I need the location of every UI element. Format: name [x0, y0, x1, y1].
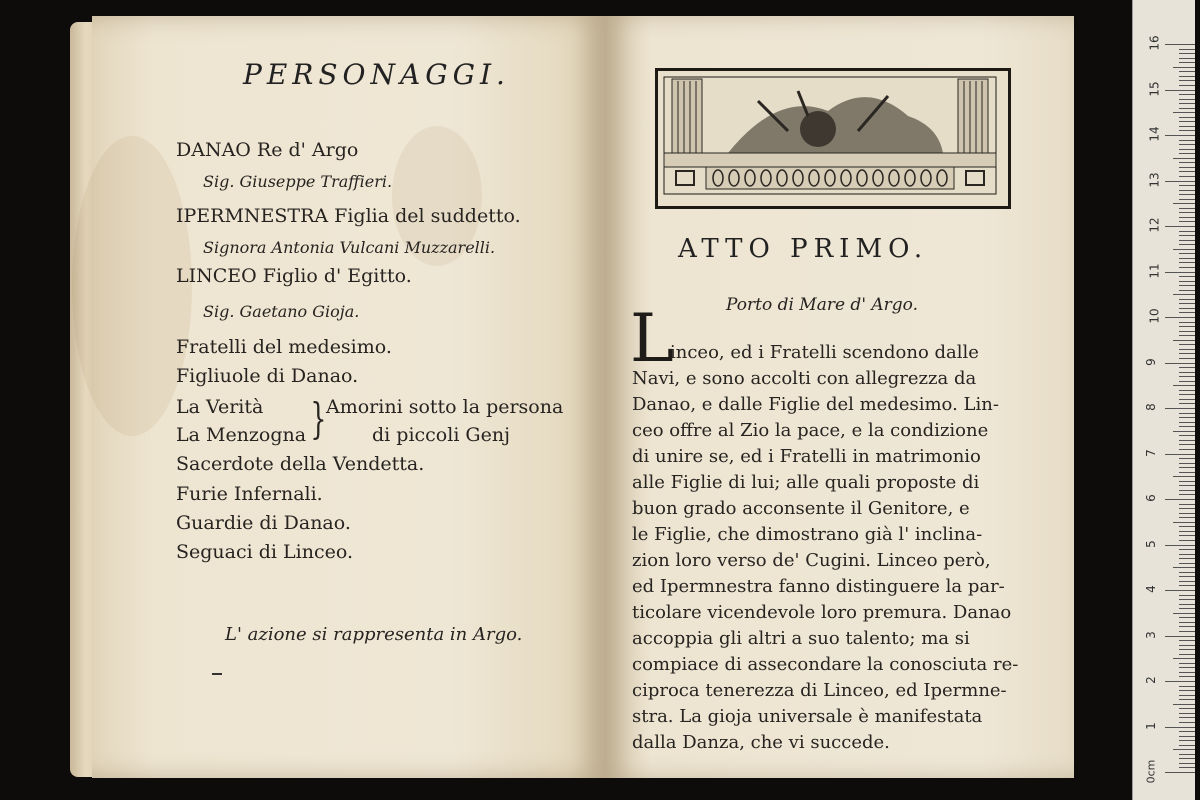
ruler-tick	[1173, 613, 1195, 614]
text-line: le Figlie, che dimostrano già l' inclina-	[632, 524, 983, 545]
ruler-tick	[1179, 103, 1195, 104]
ruler-tick	[1179, 312, 1195, 313]
text-line: di unire se, ed i Fratelli in matrimonio	[632, 446, 981, 467]
ruler-tick	[1173, 203, 1195, 204]
ruler-tick	[1165, 499, 1195, 500]
ruler-tick	[1179, 467, 1195, 468]
ruler-tick	[1173, 704, 1195, 705]
ruler-tick	[1179, 504, 1195, 505]
text-line: stra. La gioja universale è manifestata	[632, 706, 983, 727]
ruler-tick	[1179, 235, 1195, 236]
ruler-tick	[1179, 140, 1195, 141]
ruler-tick	[1165, 272, 1195, 273]
ruler-tick	[1179, 708, 1195, 709]
ruler-tick	[1179, 676, 1195, 677]
ruler-tick	[1173, 158, 1195, 159]
drop-cap: L	[630, 300, 674, 377]
page-title-personaggi: PERSONAGGI.	[243, 58, 510, 91]
ruler-tick	[1179, 599, 1195, 600]
ruler-number: 4	[1143, 585, 1158, 593]
text-line: compiace di assecondare la conosciuta re-	[632, 654, 1019, 675]
ruler-tick	[1179, 130, 1195, 131]
ruler-tick	[1179, 608, 1195, 609]
ruler-tick	[1179, 199, 1195, 200]
character-line: Guardie di Danao.	[176, 512, 351, 534]
ruler-tick	[1179, 85, 1195, 86]
ruler-tick	[1179, 144, 1195, 145]
ruler-tick	[1179, 585, 1195, 586]
ruler-tick	[1165, 636, 1195, 637]
character-line: Seguaci di Linceo.	[176, 541, 353, 563]
character-line: Sacerdote della Vendetta.	[176, 453, 425, 475]
ruler-tick	[1179, 381, 1195, 382]
text-line: Danao, e dalle Figlie del medesimo. Lin-	[632, 394, 999, 415]
ruler-tick	[1173, 340, 1195, 341]
ruler-tick	[1179, 308, 1195, 309]
ruler-tick	[1179, 403, 1195, 404]
ruler-tick	[1179, 358, 1195, 359]
text-line: accoppia gli altri a suo talento; ma si	[632, 628, 970, 649]
text-line: alle Figlie di lui; alle quali proposte di	[632, 472, 980, 493]
ruler-tick	[1179, 285, 1195, 286]
ruler-tick	[1165, 408, 1195, 409]
text-line: dalla Danza, che vi succede.	[632, 732, 890, 753]
text-line: inceo, ed i Fratelli scendono dalle	[670, 342, 979, 363]
ruler-tick	[1179, 485, 1195, 486]
ruler-tick	[1165, 317, 1195, 318]
character-line: DANAO Re d' Argo	[176, 139, 359, 161]
ruler-tick	[1179, 463, 1195, 464]
ruler-tick	[1179, 217, 1195, 218]
ruler-tick	[1179, 422, 1195, 423]
ruler-tick	[1179, 190, 1195, 191]
ruler-tick	[1179, 417, 1195, 418]
character-note: di piccoli Genj	[372, 424, 510, 446]
ruler-tick	[1179, 604, 1195, 605]
ruler-tick	[1179, 267, 1195, 268]
ruler-tick	[1179, 349, 1195, 350]
ruler-tick	[1179, 508, 1195, 509]
ruler-tick	[1179, 717, 1195, 718]
ruler-tick	[1179, 722, 1195, 723]
ruler-tick	[1179, 617, 1195, 618]
ruler-number: 11	[1147, 262, 1162, 279]
ruler-tick	[1179, 121, 1195, 122]
ruler-tick	[1165, 226, 1195, 227]
ruler-tick	[1179, 458, 1195, 459]
ruler-tick	[1179, 576, 1195, 577]
ruler-tick	[1165, 44, 1195, 45]
ruler-tick	[1179, 731, 1195, 732]
text-line: ciproca tenerezza di Linceo, ed Ipermne-	[632, 680, 1007, 701]
act-title: ATTO PRIMO.	[678, 234, 929, 264]
ruler-tick	[1179, 767, 1195, 768]
character-line: IPERMNESTRA Figlia del suddetto.	[176, 205, 521, 227]
ruler-tick	[1179, 258, 1195, 259]
ruler-tick	[1165, 590, 1195, 591]
ruler-tick	[1179, 513, 1195, 514]
character-line: Fratelli del medesimo.	[176, 336, 392, 358]
ruler-tick	[1179, 344, 1195, 345]
ruler-tick	[1173, 431, 1195, 432]
ruler-tick	[1179, 71, 1195, 72]
text-line: buon grado acconsente il Genitore, e	[632, 498, 970, 519]
ruler-tick	[1165, 772, 1195, 773]
ruler-tick	[1179, 244, 1195, 245]
ruler-tick	[1179, 481, 1195, 482]
ruler-tick	[1179, 413, 1195, 414]
ruler-tick	[1179, 526, 1195, 527]
ruler-tick	[1179, 299, 1195, 300]
ruler-tick	[1165, 454, 1195, 455]
ruler-tick	[1173, 294, 1195, 295]
character-note: Amorini sotto la persona	[326, 396, 564, 418]
ruler-tick	[1179, 713, 1195, 714]
performer-line: Sig. Giuseppe Traffieri.	[203, 172, 393, 191]
engraved-vignette	[655, 68, 1011, 209]
ruler-tick	[1179, 80, 1195, 81]
ruler-tick	[1179, 376, 1195, 377]
ruler-tick	[1179, 695, 1195, 696]
ruler-number: 8	[1143, 403, 1158, 411]
ruler-tick	[1179, 262, 1195, 263]
ruler-tick	[1179, 322, 1195, 323]
ruler-tick	[1179, 558, 1195, 559]
ruler-tick	[1173, 658, 1195, 659]
dash-mark	[212, 673, 222, 675]
ruler-number: 3	[1143, 630, 1158, 639]
ruler-tick	[1173, 249, 1195, 250]
ruler-tick	[1179, 176, 1195, 177]
ruler-tick	[1179, 440, 1195, 441]
ruler-tick	[1173, 67, 1195, 68]
ruler-tick	[1179, 367, 1195, 368]
ruler-tick	[1179, 49, 1195, 50]
ruler-tick	[1179, 335, 1195, 336]
ruler-number: 16	[1147, 35, 1162, 51]
ruler-tick	[1179, 58, 1195, 59]
ruler-tick	[1179, 535, 1195, 536]
ruler-number: 7	[1143, 448, 1158, 457]
ruler-unit-label: 0cm	[1144, 759, 1158, 784]
text-line: ed Ipermnestra fanno distinguere la par-	[632, 576, 1005, 597]
ruler-tick	[1165, 181, 1195, 182]
ruler-tick	[1179, 540, 1195, 541]
ruler-tick	[1179, 149, 1195, 150]
ruler-tick	[1179, 640, 1195, 641]
ruler-tick	[1179, 699, 1195, 700]
ruler-tick	[1179, 686, 1195, 687]
ruler-tick	[1179, 331, 1195, 332]
ruler-tick	[1179, 126, 1195, 127]
ruler-tick	[1179, 99, 1195, 100]
ruler-tick	[1179, 194, 1195, 195]
scene-setting: Porto di Mare d' Argo.	[726, 295, 919, 315]
ruler-tick	[1179, 353, 1195, 354]
ruler-tick	[1179, 117, 1195, 118]
ruler-tick	[1165, 727, 1195, 728]
ruler-tick	[1165, 363, 1195, 364]
ruler-number: 1	[1143, 721, 1158, 730]
setting-note: L' azione si rappresenta in Argo.	[225, 624, 523, 645]
ruler-tick	[1173, 567, 1195, 568]
ruler-tick	[1179, 326, 1195, 327]
ruler-tick	[1179, 231, 1195, 232]
ruler-tick	[1179, 472, 1195, 473]
performer-line: Signora Antonia Vulcani Muzzarelli.	[203, 238, 496, 257]
vignette-illustration	[658, 71, 1002, 200]
ruler-tick	[1179, 399, 1195, 400]
ruler-tick	[1179, 490, 1195, 491]
ruler-tick	[1179, 221, 1195, 222]
ruler-number: 9	[1143, 357, 1158, 366]
ruler-tick	[1179, 758, 1195, 759]
ruler-tick	[1179, 212, 1195, 213]
ruler-tick	[1179, 654, 1195, 655]
text-line: zion loro verso de' Cugini. Linceo però,	[632, 550, 991, 571]
ruler-tick	[1179, 667, 1195, 668]
ruler-tick	[1179, 208, 1195, 209]
character-line: La Verità	[176, 396, 264, 418]
ruler-tick	[1179, 290, 1195, 291]
ruler-tick	[1179, 581, 1195, 582]
ruler-number: 10	[1147, 308, 1162, 324]
ruler-tick	[1179, 394, 1195, 395]
ruler-tick	[1179, 76, 1195, 77]
ruler-number: 6	[1143, 494, 1158, 502]
ruler-tick	[1179, 303, 1195, 304]
ruler-tick	[1179, 185, 1195, 186]
character-line: LINCEO Figlio d' Egitto.	[176, 265, 412, 287]
ruler-number: 15	[1147, 80, 1162, 97]
ruler-tick	[1179, 595, 1195, 596]
ruler-tick	[1173, 522, 1195, 523]
ruler-tick	[1173, 476, 1195, 477]
ruler-tick	[1179, 494, 1195, 495]
ruler-tick	[1179, 554, 1195, 555]
ruler-tick	[1179, 253, 1195, 254]
ruler-tick	[1179, 763, 1195, 764]
ruler-tick	[1179, 690, 1195, 691]
text-line: ticolare vicendevole loro premura. Danao	[632, 602, 1012, 623]
ruler-tick	[1179, 171, 1195, 172]
text-line: ceo offre al Zio la pace, e la condizione	[632, 420, 989, 441]
ruler-tick	[1179, 645, 1195, 646]
ruler-number: 13	[1147, 171, 1162, 188]
ruler-tick	[1179, 517, 1195, 518]
ruler-tick	[1179, 672, 1195, 673]
ruler-tick	[1173, 749, 1195, 750]
ruler-tick	[1165, 90, 1195, 91]
ruler-tick	[1179, 745, 1195, 746]
ruler-tick	[1173, 385, 1195, 386]
ruler-tick	[1179, 53, 1195, 54]
ruler-tick	[1179, 649, 1195, 650]
ruler-tick	[1179, 167, 1195, 168]
ruler-tick	[1179, 281, 1195, 282]
ruler-tick	[1179, 563, 1195, 564]
ruler-tick	[1179, 435, 1195, 436]
ruler-tick	[1179, 276, 1195, 277]
ruler-tick	[1179, 153, 1195, 154]
performer-line: Sig. Gaetano Gioja.	[203, 302, 360, 321]
brace-glyph: }	[310, 394, 327, 443]
ruler-tick	[1179, 444, 1195, 445]
ruler-number: 14	[1147, 126, 1162, 142]
ruler-tick	[1179, 626, 1195, 627]
ruler-tick	[1179, 372, 1195, 373]
character-line: Figliuole di Danao.	[176, 365, 359, 387]
ruler-tick	[1179, 736, 1195, 737]
ruler-tick	[1179, 740, 1195, 741]
ruler-tick	[1179, 62, 1195, 63]
ruler-number: 5	[1143, 539, 1158, 548]
ruler-tick	[1179, 754, 1195, 755]
ruler-number: 12	[1147, 217, 1162, 233]
ruler-tick	[1179, 622, 1195, 623]
ruler-tick	[1179, 162, 1195, 163]
character-line: Furie Infernali.	[176, 483, 323, 505]
measuring-ruler	[1132, 0, 1195, 800]
ruler-tick	[1179, 94, 1195, 95]
ruler-tick	[1165, 681, 1195, 682]
ruler-tick	[1179, 449, 1195, 450]
ruler-tick	[1173, 112, 1195, 113]
ruler-tick	[1179, 240, 1195, 241]
ruler-tick	[1179, 390, 1195, 391]
ruler-tick	[1179, 549, 1195, 550]
character-line: La Menzogna	[176, 424, 307, 446]
ruler-tick	[1179, 426, 1195, 427]
ruler-tick	[1179, 631, 1195, 632]
ruler-number: 2	[1143, 676, 1158, 684]
ruler-tick	[1179, 572, 1195, 573]
ruler-tick	[1179, 531, 1195, 532]
ruler-tick	[1165, 545, 1195, 546]
ruler-tick	[1179, 663, 1195, 664]
text-line: Navi, e sono accolti con allegrezza da	[632, 368, 977, 389]
ruler-tick	[1179, 108, 1195, 109]
ruler-tick	[1165, 135, 1195, 136]
